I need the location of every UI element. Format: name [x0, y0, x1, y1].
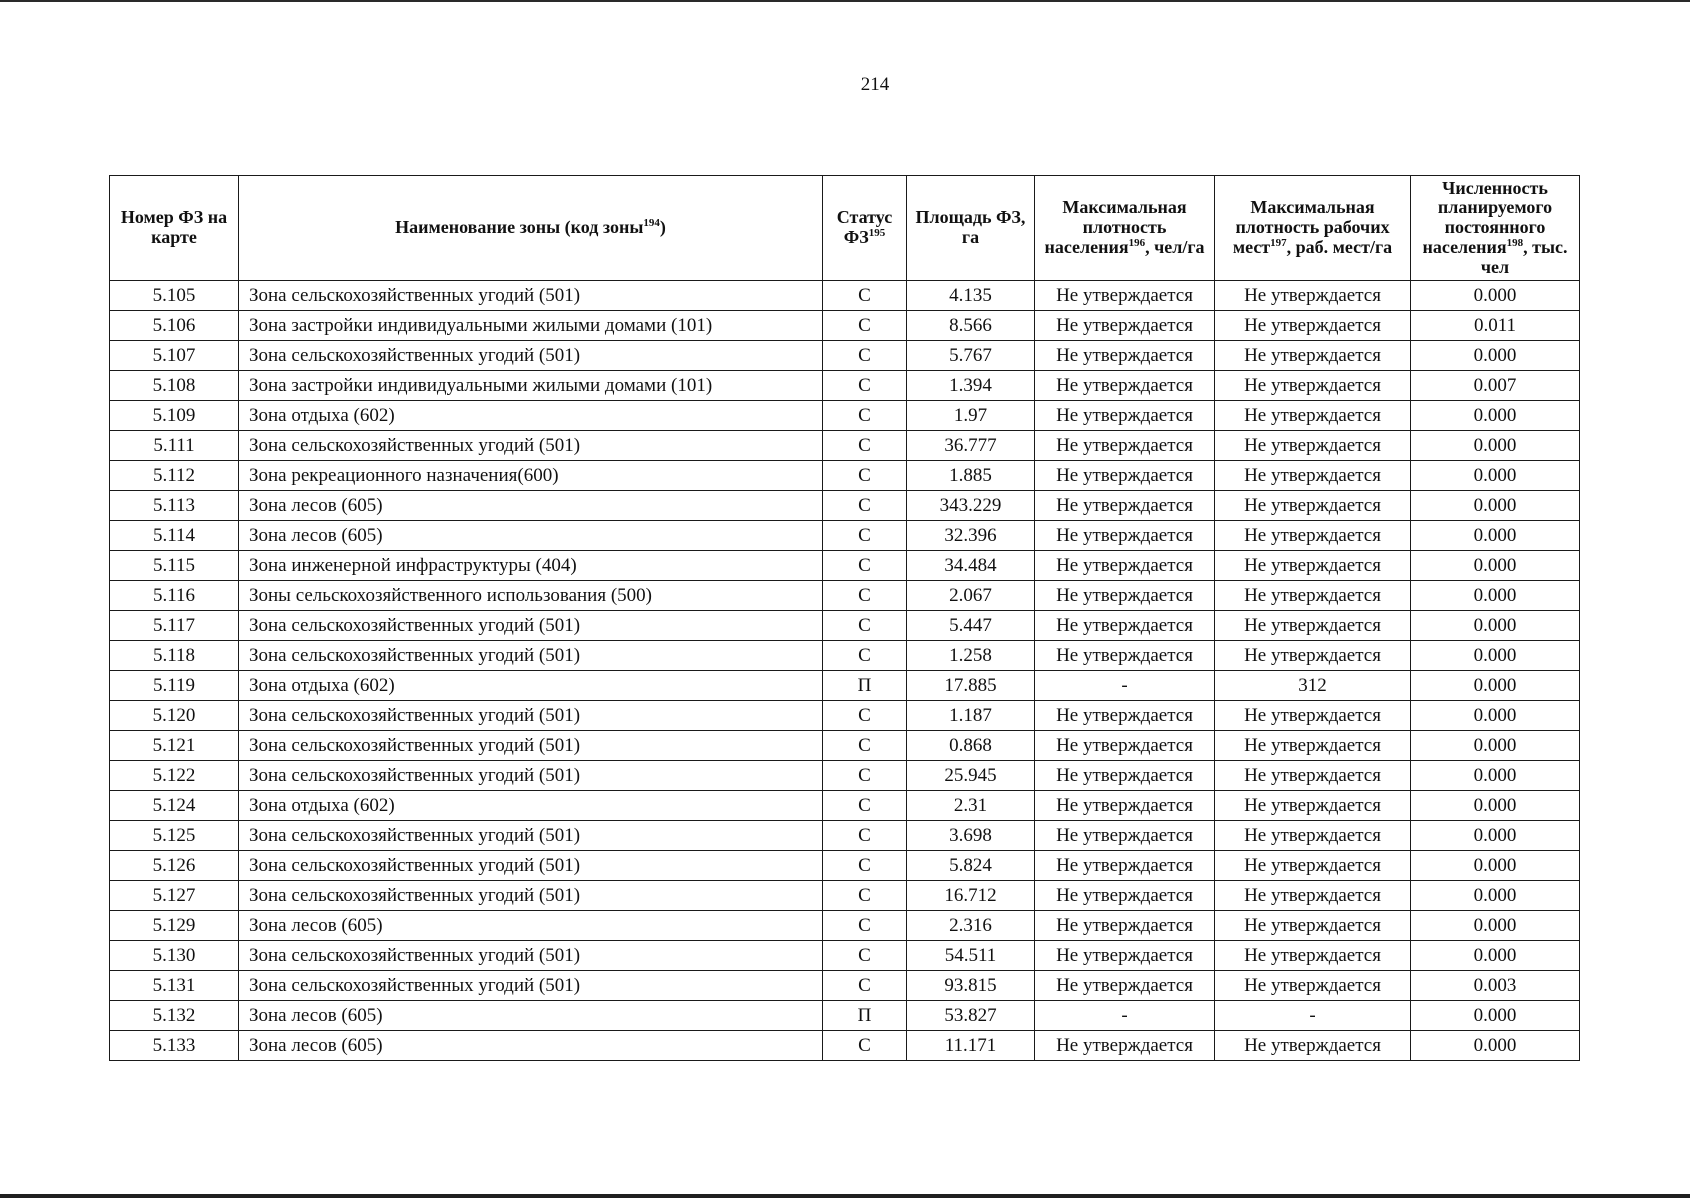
scan-edge-top	[0, 0, 1690, 2]
cell-population-density: Не утверждается	[1035, 371, 1215, 401]
cell-zone-area: 1.187	[907, 701, 1035, 731]
cell-planned-population: 0.000	[1411, 791, 1580, 821]
cell-zone-name: Зона сельскохозяйственных угодий (501)	[239, 761, 823, 791]
cell-zone-status: С	[823, 611, 907, 641]
cell-workplace-density: Не утверждается	[1215, 821, 1411, 851]
cell-zone-area: 0.868	[907, 731, 1035, 761]
cell-planned-population: 0.000	[1411, 881, 1580, 911]
table-row	[110, 431, 1580, 461]
cell-population-density: -	[1035, 1001, 1215, 1031]
cell-zone-status: С	[823, 281, 907, 311]
table-row	[110, 671, 1580, 701]
cell-zone-status: П	[823, 1001, 907, 1031]
cell-zone-name: Зона сельскохозяйственных угодий (501)	[239, 851, 823, 881]
cell-population-density: Не утверждается	[1035, 401, 1215, 431]
cell-zone-number: 5.108	[110, 371, 239, 401]
cell-workplace-density: Не утверждается	[1215, 761, 1411, 791]
table-row	[110, 521, 1580, 551]
cell-zone-area: 2.31	[907, 791, 1035, 821]
cell-zone-status: С	[823, 401, 907, 431]
footnote-ref: 196	[1128, 236, 1146, 249]
cell-population-density: -	[1035, 671, 1215, 701]
cell-zone-name: Зона сельскохозяйственных угодий (501)	[239, 971, 823, 1001]
cell-zone-status: С	[823, 881, 907, 911]
header-zone-name	[239, 176, 823, 281]
cell-zone-status: С	[823, 581, 907, 611]
table-row	[110, 641, 1580, 671]
cell-zone-area: 1.885	[907, 461, 1035, 491]
cell-workplace-density: Не утверждается	[1215, 1031, 1411, 1061]
cell-population-density: Не утверждается	[1035, 581, 1215, 611]
cell-planned-population: 0.007	[1411, 371, 1580, 401]
cell-planned-population: 0.000	[1411, 581, 1580, 611]
cell-planned-population: 0.000	[1411, 431, 1580, 461]
cell-zone-area: 11.171	[907, 1031, 1035, 1061]
cell-planned-population: 0.000	[1411, 821, 1580, 851]
cell-zone-name: Зона инженерной инфраструктуры (404)	[239, 551, 823, 581]
table-row	[110, 1001, 1580, 1031]
cell-planned-population: 0.000	[1411, 281, 1580, 311]
cell-zone-area: 3.698	[907, 821, 1035, 851]
cell-zone-number: 5.117	[110, 611, 239, 641]
cell-zone-area: 4.135	[907, 281, 1035, 311]
cell-planned-population: 0.000	[1411, 341, 1580, 371]
cell-zone-number: 5.109	[110, 401, 239, 431]
header-population-density-label: Максимальная плотность населения	[1044, 197, 1187, 257]
cell-zone-status: С	[823, 1031, 907, 1061]
header-workplace-density-label: Максимальная плотность рабочих мест	[1232, 197, 1390, 257]
cell-population-density: Не утверждается	[1035, 341, 1215, 371]
table-row	[110, 341, 1580, 371]
cell-population-density: Не утверждается	[1035, 1031, 1215, 1061]
cell-zone-number: 5.105	[110, 281, 239, 311]
cell-zone-name: Зона застройки индивидуальными жилыми домами (101)	[239, 311, 823, 341]
table-row	[110, 941, 1580, 971]
footnote-ref: 195	[868, 227, 886, 239]
cell-population-density: Не утверждается	[1035, 731, 1215, 761]
cell-zone-name: Зона лесов (605)	[239, 491, 823, 521]
table-row	[110, 401, 1580, 431]
table-row	[110, 281, 1580, 311]
cell-zone-name: Зона лесов (605)	[239, 521, 823, 551]
cell-zone-status: С	[823, 851, 907, 881]
cell-zone-area: 53.827	[907, 1001, 1035, 1031]
cell-population-density: Не утверждается	[1035, 821, 1215, 851]
cell-zone-status: С	[823, 971, 907, 1001]
table-row	[110, 881, 1580, 911]
cell-zone-status: С	[823, 911, 907, 941]
table-row	[110, 821, 1580, 851]
cell-zone-area: 1.258	[907, 641, 1035, 671]
cell-zone-status: С	[823, 821, 907, 851]
cell-zone-number: 5.129	[110, 911, 239, 941]
cell-workplace-density: Не утверждается	[1215, 551, 1411, 581]
table-row	[110, 911, 1580, 941]
cell-workplace-density: Не утверждается	[1215, 791, 1411, 821]
cell-workplace-density: Не утверждается	[1215, 371, 1411, 401]
header-zone-number-label: Номер ФЗ на карте	[120, 207, 228, 247]
cell-planned-population: 0.000	[1411, 521, 1580, 551]
cell-planned-population: 0.000	[1411, 401, 1580, 431]
cell-workplace-density: Не утверждается	[1215, 731, 1411, 761]
functional-zones-table	[109, 175, 1580, 1061]
cell-zone-number: 5.106	[110, 311, 239, 341]
cell-planned-population: 0.000	[1411, 761, 1580, 791]
cell-zone-name: Зона сельскохозяйственных угодий (501)	[239, 641, 823, 671]
cell-zone-status: С	[823, 431, 907, 461]
cell-workplace-density: Не утверждается	[1215, 491, 1411, 521]
cell-zone-area: 16.712	[907, 881, 1035, 911]
cell-zone-name: Зона сельскохозяйственных угодий (501)	[239, 611, 823, 641]
cell-planned-population: 0.000	[1411, 851, 1580, 881]
cell-zone-number: 5.118	[110, 641, 239, 671]
cell-zone-number: 5.115	[110, 551, 239, 581]
cell-zone-area: 32.396	[907, 521, 1035, 551]
cell-zone-name: Зона отдыха (602)	[239, 671, 823, 701]
cell-workplace-density: Не утверждается	[1215, 701, 1411, 731]
cell-zone-name: Зона сельскохозяйственных угодий (501)	[239, 731, 823, 761]
cell-population-density: Не утверждается	[1035, 791, 1215, 821]
header-zone-name-label: Наименование зоны (код зоны	[395, 217, 644, 238]
header-zone-area-label: Площадь ФЗ, га	[915, 207, 1026, 247]
cell-zone-name: Зона сельскохозяйственных угодий (501)	[239, 821, 823, 851]
cell-workplace-density: Не утверждается	[1215, 851, 1411, 881]
cell-planned-population: 0.000	[1411, 731, 1580, 761]
cell-zone-area: 1.394	[907, 371, 1035, 401]
cell-workplace-density: Не утверждается	[1215, 581, 1411, 611]
cell-planned-population: 0.000	[1411, 701, 1580, 731]
cell-planned-population: 0.000	[1411, 671, 1580, 701]
cell-zone-area: 17.885	[907, 671, 1035, 701]
cell-zone-number: 5.125	[110, 821, 239, 851]
cell-zone-name: Зона сельскохозяйственных угодий (501)	[239, 341, 823, 371]
cell-zone-area: 5.824	[907, 851, 1035, 881]
scan-edge-bottom	[0, 1194, 1690, 1198]
table-row	[110, 761, 1580, 791]
cell-zone-area: 1.97	[907, 401, 1035, 431]
cell-population-density: Не утверждается	[1035, 311, 1215, 341]
cell-zone-status: С	[823, 461, 907, 491]
cell-zone-number: 5.133	[110, 1031, 239, 1061]
cell-population-density: Не утверждается	[1035, 911, 1215, 941]
header-zone-status	[823, 176, 907, 281]
cell-zone-status: С	[823, 311, 907, 341]
table-row	[110, 791, 1580, 821]
table-row	[110, 851, 1580, 881]
cell-planned-population: 0.003	[1411, 971, 1580, 1001]
cell-zone-name: Зона отдыха (602)	[239, 401, 823, 431]
cell-zone-status: С	[823, 941, 907, 971]
cell-zone-number: 5.121	[110, 731, 239, 761]
cell-zone-name: Зона рекреационного назначения(600)	[239, 461, 823, 491]
cell-planned-population: 0.000	[1411, 641, 1580, 671]
table-body	[110, 281, 1580, 1061]
cell-zone-number: 5.132	[110, 1001, 239, 1031]
cell-zone-number: 5.120	[110, 701, 239, 731]
header-population-density-after: , чел/га	[1145, 236, 1205, 257]
table-header-row	[110, 176, 1580, 281]
cell-zone-area: 25.945	[907, 761, 1035, 791]
cell-population-density: Не утверждается	[1035, 851, 1215, 881]
cell-zone-status: С	[823, 491, 907, 521]
table-row	[110, 491, 1580, 521]
table-row	[110, 461, 1580, 491]
cell-planned-population: 0.000	[1411, 1001, 1580, 1031]
cell-zone-area: 2.316	[907, 911, 1035, 941]
cell-zone-name: Зона сельскохозяйственных угодий (501)	[239, 281, 823, 311]
cell-zone-status: П	[823, 671, 907, 701]
cell-population-density: Не утверждается	[1035, 701, 1215, 731]
cell-zone-name: Зона лесов (605)	[239, 1031, 823, 1061]
cell-zone-status: С	[823, 731, 907, 761]
cell-zone-status: С	[823, 761, 907, 791]
cell-zone-status: С	[823, 521, 907, 551]
page-number: 214	[860, 74, 890, 95]
header-zone-status-label: Статус ФЗ	[836, 207, 893, 247]
cell-zone-area: 8.566	[907, 311, 1035, 341]
cell-workplace-density: Не утверждается	[1215, 281, 1411, 311]
header-workplace-density	[1215, 176, 1411, 281]
cell-planned-population: 0.000	[1411, 491, 1580, 521]
table-row	[110, 971, 1580, 1001]
cell-workplace-density: Не утверждается	[1215, 311, 1411, 341]
cell-workplace-density: Не утверждается	[1215, 941, 1411, 971]
header-planned-population-after: , тыс. чел	[1480, 236, 1568, 277]
cell-population-density: Не утверждается	[1035, 521, 1215, 551]
cell-zone-area: 36.777	[907, 431, 1035, 461]
cell-zone-number: 5.116	[110, 581, 239, 611]
cell-workplace-density: -	[1215, 1001, 1411, 1031]
cell-zone-number: 5.119	[110, 671, 239, 701]
footnote-ref: 198	[1506, 236, 1524, 249]
table-row	[110, 311, 1580, 341]
cell-zone-area: 34.484	[907, 551, 1035, 581]
table-row	[110, 371, 1580, 401]
cell-zone-name: Зона лесов (605)	[239, 1001, 823, 1031]
cell-population-density: Не утверждается	[1035, 971, 1215, 1001]
cell-population-density: Не утверждается	[1035, 881, 1215, 911]
cell-zone-status: С	[823, 551, 907, 581]
cell-population-density: Не утверждается	[1035, 461, 1215, 491]
cell-planned-population: 0.000	[1411, 911, 1580, 941]
table-row	[110, 551, 1580, 581]
header-planned-population	[1411, 176, 1580, 281]
header-zone-name-after: )	[659, 217, 666, 238]
cell-planned-population: 0.000	[1411, 941, 1580, 971]
cell-workplace-density: Не утверждается	[1215, 911, 1411, 941]
cell-workplace-density: 312	[1215, 671, 1411, 701]
cell-zone-area: 5.767	[907, 341, 1035, 371]
cell-zone-number: 5.107	[110, 341, 239, 371]
cell-population-density: Не утверждается	[1035, 281, 1215, 311]
cell-zone-number: 5.112	[110, 461, 239, 491]
cell-workplace-density: Не утверждается	[1215, 641, 1411, 671]
table-row	[110, 1031, 1580, 1061]
cell-workplace-density: Не утверждается	[1215, 431, 1411, 461]
header-workplace-density-after: , раб. мест/га	[1286, 236, 1393, 257]
cell-workplace-density: Не утверждается	[1215, 971, 1411, 1001]
cell-zone-name: Зона сельскохозяйственных угодий (501)	[239, 431, 823, 461]
cell-planned-population: 0.000	[1411, 551, 1580, 581]
cell-zone-name: Зоны сельскохозяйственного использования (500)	[239, 581, 823, 611]
cell-zone-name: Зона застройки индивидуальными жилыми домами (101)	[239, 371, 823, 401]
cell-population-density: Не утверждается	[1035, 491, 1215, 521]
cell-planned-population: 0.011	[1411, 311, 1580, 341]
cell-zone-area: 2.067	[907, 581, 1035, 611]
cell-zone-status: С	[823, 701, 907, 731]
cell-planned-population: 0.000	[1411, 611, 1580, 641]
table-row	[110, 611, 1580, 641]
cell-zone-number: 5.122	[110, 761, 239, 791]
cell-zone-number: 5.127	[110, 881, 239, 911]
footnote-ref: 194	[643, 217, 660, 230]
cell-zone-area: 343.229	[907, 491, 1035, 521]
cell-population-density: Не утверждается	[1035, 611, 1215, 641]
cell-workplace-density: Не утверждается	[1215, 611, 1411, 641]
cell-zone-area: 54.511	[907, 941, 1035, 971]
cell-zone-number: 5.126	[110, 851, 239, 881]
header-zone-area	[907, 176, 1035, 281]
cell-population-density: Не утверждается	[1035, 641, 1215, 671]
table-row	[110, 581, 1580, 611]
header-population-density	[1035, 176, 1215, 281]
cell-zone-number: 5.131	[110, 971, 239, 1001]
cell-zone-number: 5.113	[110, 491, 239, 521]
table-row	[110, 731, 1580, 761]
cell-workplace-density: Не утверждается	[1215, 461, 1411, 491]
cell-workplace-density: Не утверждается	[1215, 341, 1411, 371]
header-planned-population-label: Численность планируемого постоянного населения	[1422, 177, 1553, 257]
cell-zone-name: Зона сельскохозяйственных угодий (501)	[239, 701, 823, 731]
cell-population-density: Не утверждается	[1035, 551, 1215, 581]
cell-population-density: Не утверждается	[1035, 431, 1215, 461]
cell-zone-area: 93.815	[907, 971, 1035, 1001]
cell-workplace-density: Не утверждается	[1215, 881, 1411, 911]
cell-zone-number: 5.124	[110, 791, 239, 821]
cell-workplace-density: Не утверждается	[1215, 521, 1411, 551]
cell-workplace-density: Не утверждается	[1215, 401, 1411, 431]
cell-zone-status: С	[823, 791, 907, 821]
cell-zone-name: Зона отдыха (602)	[239, 791, 823, 821]
cell-population-density: Не утверждается	[1035, 941, 1215, 971]
cell-zone-area: 5.447	[907, 611, 1035, 641]
cell-zone-status: С	[823, 641, 907, 671]
table-row	[110, 701, 1580, 731]
footnote-ref: 197	[1270, 236, 1287, 249]
cell-zone-name: Зона сельскохозяйственных угодий (501)	[239, 941, 823, 971]
cell-zone-status: С	[823, 371, 907, 401]
cell-zone-name: Зона лесов (605)	[239, 911, 823, 941]
cell-zone-status: С	[823, 341, 907, 371]
cell-planned-population: 0.000	[1411, 461, 1580, 491]
cell-zone-number: 5.114	[110, 521, 239, 551]
cell-zone-number: 5.111	[110, 431, 239, 461]
cell-zone-number: 5.130	[110, 941, 239, 971]
cell-zone-name: Зона сельскохозяйственных угодий (501)	[239, 881, 823, 911]
cell-population-density: Не утверждается	[1035, 761, 1215, 791]
cell-planned-population: 0.000	[1411, 1031, 1580, 1061]
header-zone-number	[110, 176, 239, 281]
